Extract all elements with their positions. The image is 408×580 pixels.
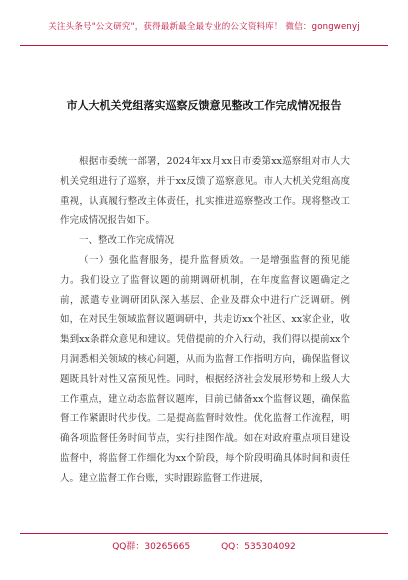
footer-qq-group: QQ群：30265665 — [112, 542, 191, 552]
section-heading: 一、整改工作完成情况 — [79, 235, 175, 247]
document-title: 市人大机关党组落实巡察反馈意见整改工作完成情况报告 — [66, 99, 342, 112]
footer-contact — [0, 539, 408, 552]
footer-divider — [20, 533, 388, 534]
document-body — [60, 152, 350, 489]
intro-paragraph: 根据市委统一部署，2024年xx月xx日市委第xx巡察组对市人大机关党组进行了巡察，并于xx反馈了巡察意见。市人大机关党组高度重视，认真履行整改主体责任，扎实推进巡察整改工作。现将整改工作完成情况报告如下。 — [60, 156, 350, 227]
footer-qq: QQ：535304092 — [221, 542, 296, 552]
header-divider — [20, 45, 388, 46]
header-notice: 关注头条号"公文研究"，获得最新最全最专业的公文资料库！ 微信：gongwenyj — [48, 22, 360, 32]
body-paragraph: （一）强化监督服务，提升监督质效。一是增强监督的预见能力。我们设立了监督议题的前期调研机制，在年度监督议题确定之前，派遣专业调研团队深入基层、企业及群众中进行广泛调研。例如，在对民生领域监督议题调研中，共走访xx个社区、xx家企业，收集到xx条群众意见和建议。凭借提前的介入行动，我们得以提前xx个月洞悉相关领域的核心问题，从而为监督工作指明方向，确保监督议题既具针对性又富预见性。同时，根据经济社会发展形势和上级人大工作重点，建立动态监督议题库，目前已储备xx个监督议题，确保监督工作紧跟时代步伐。二是提高监督时效性。优化监督工作流程，明确各项监督任务时间节点，实行挂图作战。如在对政府重点项目建设监督中，将监督工作细化为xx个阶段，每个阶段明确具体时间和责任人。建立监督工作台账，实时跟踪监督工作进展， — [60, 254, 350, 484]
